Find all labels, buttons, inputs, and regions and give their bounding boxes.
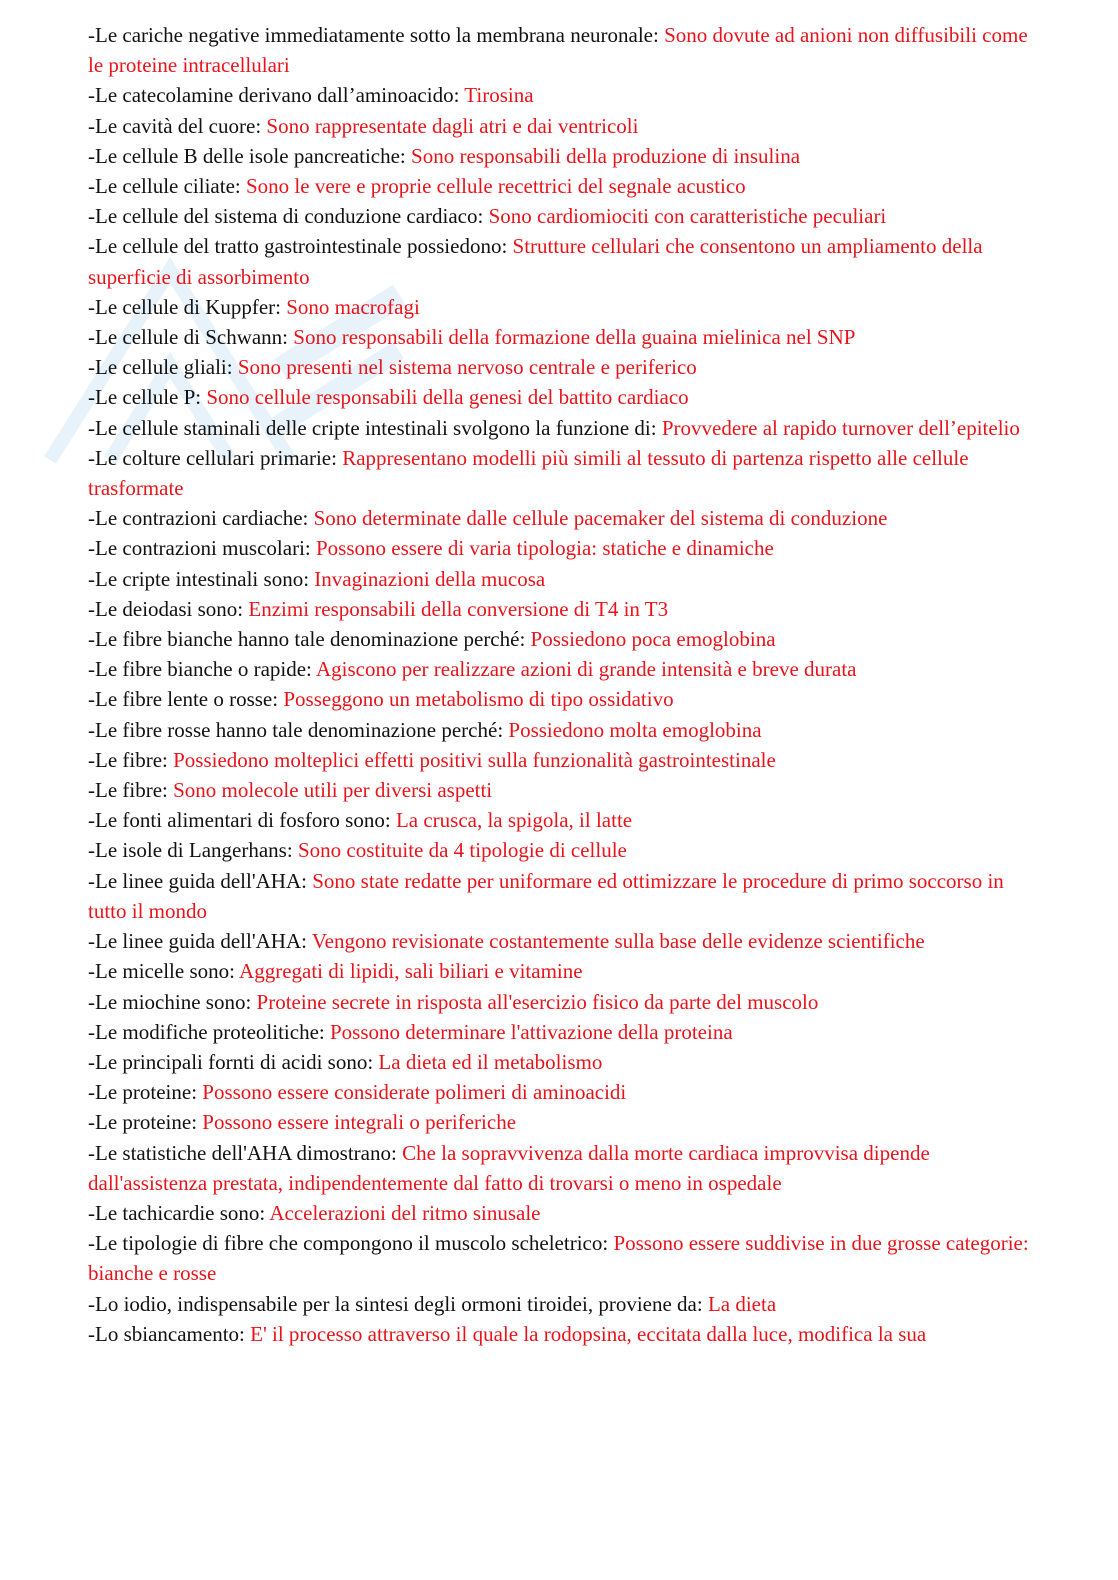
question-text: -Le tachicardie sono: [88, 1200, 266, 1225]
answer-text: Possono essere considerate polimeri di aminoacidi [202, 1080, 627, 1105]
answer-text: Sono responsabili della produzione di insulina [411, 143, 801, 168]
list-item [88, 1138, 1038, 1198]
answer-text: Tirosina [464, 83, 534, 108]
answer-text: Che la sopravvivenza dalla morte cardiaca improvvisa dipende dall'assistenza prestata, indipendentemente dal fatto di trovarsi o meno in ospedale [88, 1140, 930, 1195]
answer-text: Posseggono un metabolismo di tipo ossidativo [283, 687, 674, 712]
answer-text: Sono costituite da 4 tipologie di cellule [297, 838, 627, 863]
question-text: -Le cellule ciliate: [88, 174, 241, 199]
question-text: -Le cellule di Schwann: [88, 325, 289, 350]
list-item [88, 1198, 1038, 1228]
list-item [88, 201, 1038, 231]
list-item [88, 141, 1038, 171]
question-text: -Le contrazioni muscolari: [88, 536, 311, 561]
list-item [88, 352, 1038, 382]
list-item [88, 1319, 1038, 1349]
list-item [88, 1107, 1038, 1137]
answer-text: Sono cellule responsabili della genesi del battito cardiaco [206, 385, 689, 410]
answer-text: Sono rappresentate dagli atri e dai ventricoli [266, 113, 639, 138]
question-text: -Le tipologie di fibre che compongono il muscolo scheletrico: [88, 1231, 609, 1256]
question-text: -Le linee guida dell'AHA: [88, 929, 307, 954]
list-item [88, 684, 1038, 714]
answer-text: Enzimi responsabili della conversione di T4 in T3 [248, 596, 669, 621]
answer-text: Sono determinate dalle cellule pacemaker del sistema di conduzione [313, 506, 888, 531]
question-text: -Le cellule staminali delle cripte intestinali svolgono la funzione di: [88, 415, 657, 440]
answer-text: Sono cardiomiociti con caratteristiche peculiari [488, 204, 887, 229]
list-item [88, 231, 1038, 291]
question-text: -Le catecolamine derivano dall’aminoacido: [88, 83, 460, 108]
question-text: -Le micelle sono: [88, 959, 235, 984]
list-item [88, 805, 1038, 835]
answer-text: Sono le vere e proprie cellule recettrici del segnale acustico [246, 174, 746, 199]
list-item [88, 745, 1038, 775]
list-item [88, 382, 1038, 412]
answer-text: Possiedono molta emoglobina [508, 717, 762, 742]
question-text: -Le cellule B delle isole pancreatiche: [88, 143, 406, 168]
answer-text: Possiedono poca emoglobina [530, 627, 776, 652]
question-text: -Lo sbiancamento: [88, 1321, 245, 1346]
question-text: -Le cellule gliali: [88, 355, 233, 380]
question-text: -Le cellule di Kuppfer: [88, 294, 281, 319]
question-text: -Le cavità del cuore: [88, 113, 262, 138]
question-text: -Le cariche negative immediatamente sotto la membrana neuronale: [88, 23, 659, 47]
answer-text: Sono presenti nel sistema nervoso centrale e periferico [237, 355, 697, 380]
list-item [88, 654, 1038, 684]
qa-list [88, 20, 1038, 1349]
answer-text: Rappresentano modelli più simili al tessuto di partenza rispetto alle cellule trasformate [88, 445, 969, 501]
answer-text: Possiedono molteplici effetti positivi sulla funzionalità gastrointestinale [173, 747, 776, 772]
list-item [88, 503, 1038, 533]
list-item [88, 80, 1038, 110]
answer-text: Strutture cellulari che consentono un ampliamento della superficie di assorbimento [88, 234, 983, 289]
answer-text: Vengono revisionate costantemente sulla base delle evidenze scientifiche [311, 929, 925, 954]
answer-text: Aggregati di lipidi, sali biliari e vitamine [239, 959, 583, 984]
question-text: -Le fonti alimentari di fosforo sono: [88, 808, 391, 833]
answer-text: Proteine secrete in risposta all'esercizio fisico da parte del muscolo [256, 989, 819, 1014]
list-item [88, 1289, 1038, 1319]
list-item [88, 322, 1038, 352]
question-text: -Le cellule del tratto gastrointestinale possiedono: [88, 234, 508, 259]
list-item [88, 866, 1038, 926]
answer-text: Possono essere suddivise in due grosse categorie: bianche e rosse [88, 1231, 1029, 1286]
question-text: -Le fibre bianche hanno tale denominazione perché: [88, 627, 526, 652]
list-item [88, 533, 1038, 563]
question-text: -Le colture cellulari primarie: [88, 445, 337, 470]
answer-text: Possono essere integrali o periferiche [202, 1110, 517, 1135]
answer-text: Agiscono per realizzare azioni di grande intensità e breve durata [315, 657, 857, 682]
question-text: -Le fibre lente o rosse: [88, 687, 279, 712]
list-item [88, 715, 1038, 745]
list-item [88, 20, 1038, 80]
list-item [88, 1077, 1038, 1107]
question-text: -Le miochine sono: [88, 989, 252, 1014]
list-item [88, 111, 1038, 141]
question-text: -Le deiodasi sono: [88, 596, 244, 621]
list-item [88, 171, 1038, 201]
list-item [88, 624, 1038, 654]
question-text: -Le fibre: [88, 747, 168, 772]
list-item [88, 956, 1038, 986]
list-item [88, 1017, 1038, 1047]
answer-text: Possono determinare l'attivazione della proteina [330, 1019, 733, 1044]
answer-text: Invaginazioni della mucosa [314, 566, 546, 591]
list-item [88, 292, 1038, 322]
question-text: -Le proteine: [88, 1110, 198, 1135]
question-text: -Le fibre bianche o rapide: [88, 657, 312, 682]
answer-text: Sono dovute ad anioni non diffusibili come le proteine intracellulari [88, 23, 1028, 78]
list-item [88, 835, 1038, 865]
list-item [88, 987, 1038, 1017]
question-text: -Lo iodio, indispensabile per la sintesi degli ormoni tiroidei, proviene da: [88, 1291, 703, 1316]
question-text: -Le contrazioni cardiache: [88, 506, 309, 531]
list-item [88, 1228, 1038, 1288]
list-item [88, 413, 1038, 443]
question-text: -Le linee guida dell'AHA: [88, 868, 307, 893]
question-text: -Le statistiche dell'AHA dimostrano: [88, 1140, 397, 1165]
question-text: -Le cellule P: [88, 385, 202, 410]
answer-text: Accelerazioni del ritmo sinusale [269, 1200, 541, 1225]
list-item [88, 443, 1038, 503]
answer-text: Possono essere di varia tipologia: statiche e dinamiche [316, 536, 774, 561]
list-item [88, 594, 1038, 624]
answer-text: Provvedere al rapido turnover dell’epitelio [661, 415, 1020, 440]
question-text: -Le cripte intestinali sono: [88, 566, 310, 591]
list-item [88, 564, 1038, 594]
answer-text: E' il processo attraverso il quale la rodopsina, eccitata dalla luce, modifica la sua [250, 1321, 927, 1346]
question-text: -Le proteine: [88, 1080, 198, 1105]
question-text: -Le isole di Langerhans: [88, 838, 293, 863]
question-text: -Le modifiche proteolitiche: [88, 1019, 325, 1044]
answer-text: La dieta ed il metabolismo [378, 1049, 603, 1074]
answer-text: Sono state redatte per uniformare ed ottimizzare le procedure di primo soccorso in tutto il mondo [88, 868, 1004, 923]
list-item [88, 1047, 1038, 1077]
answer-text: Sono macrofagi [286, 294, 420, 319]
answer-text: La crusca, la spigola, il latte [395, 808, 633, 833]
list-item [88, 926, 1038, 956]
question-text: -Le fibre rosse hanno tale denominazione perché: [88, 717, 504, 742]
answer-text: La dieta [707, 1291, 777, 1316]
question-text: -Le cellule del sistema di conduzione cardiaco: [88, 204, 484, 229]
answer-text: Sono molecole utili per diversi aspetti [173, 778, 493, 803]
list-item [88, 775, 1038, 805]
question-text: -Le principali fornti di acidi sono: [88, 1049, 374, 1074]
question-text: -Le fibre: [88, 778, 168, 803]
answer-text: Sono responsabili della formazione della guaina mielinica nel SNP [293, 325, 856, 350]
